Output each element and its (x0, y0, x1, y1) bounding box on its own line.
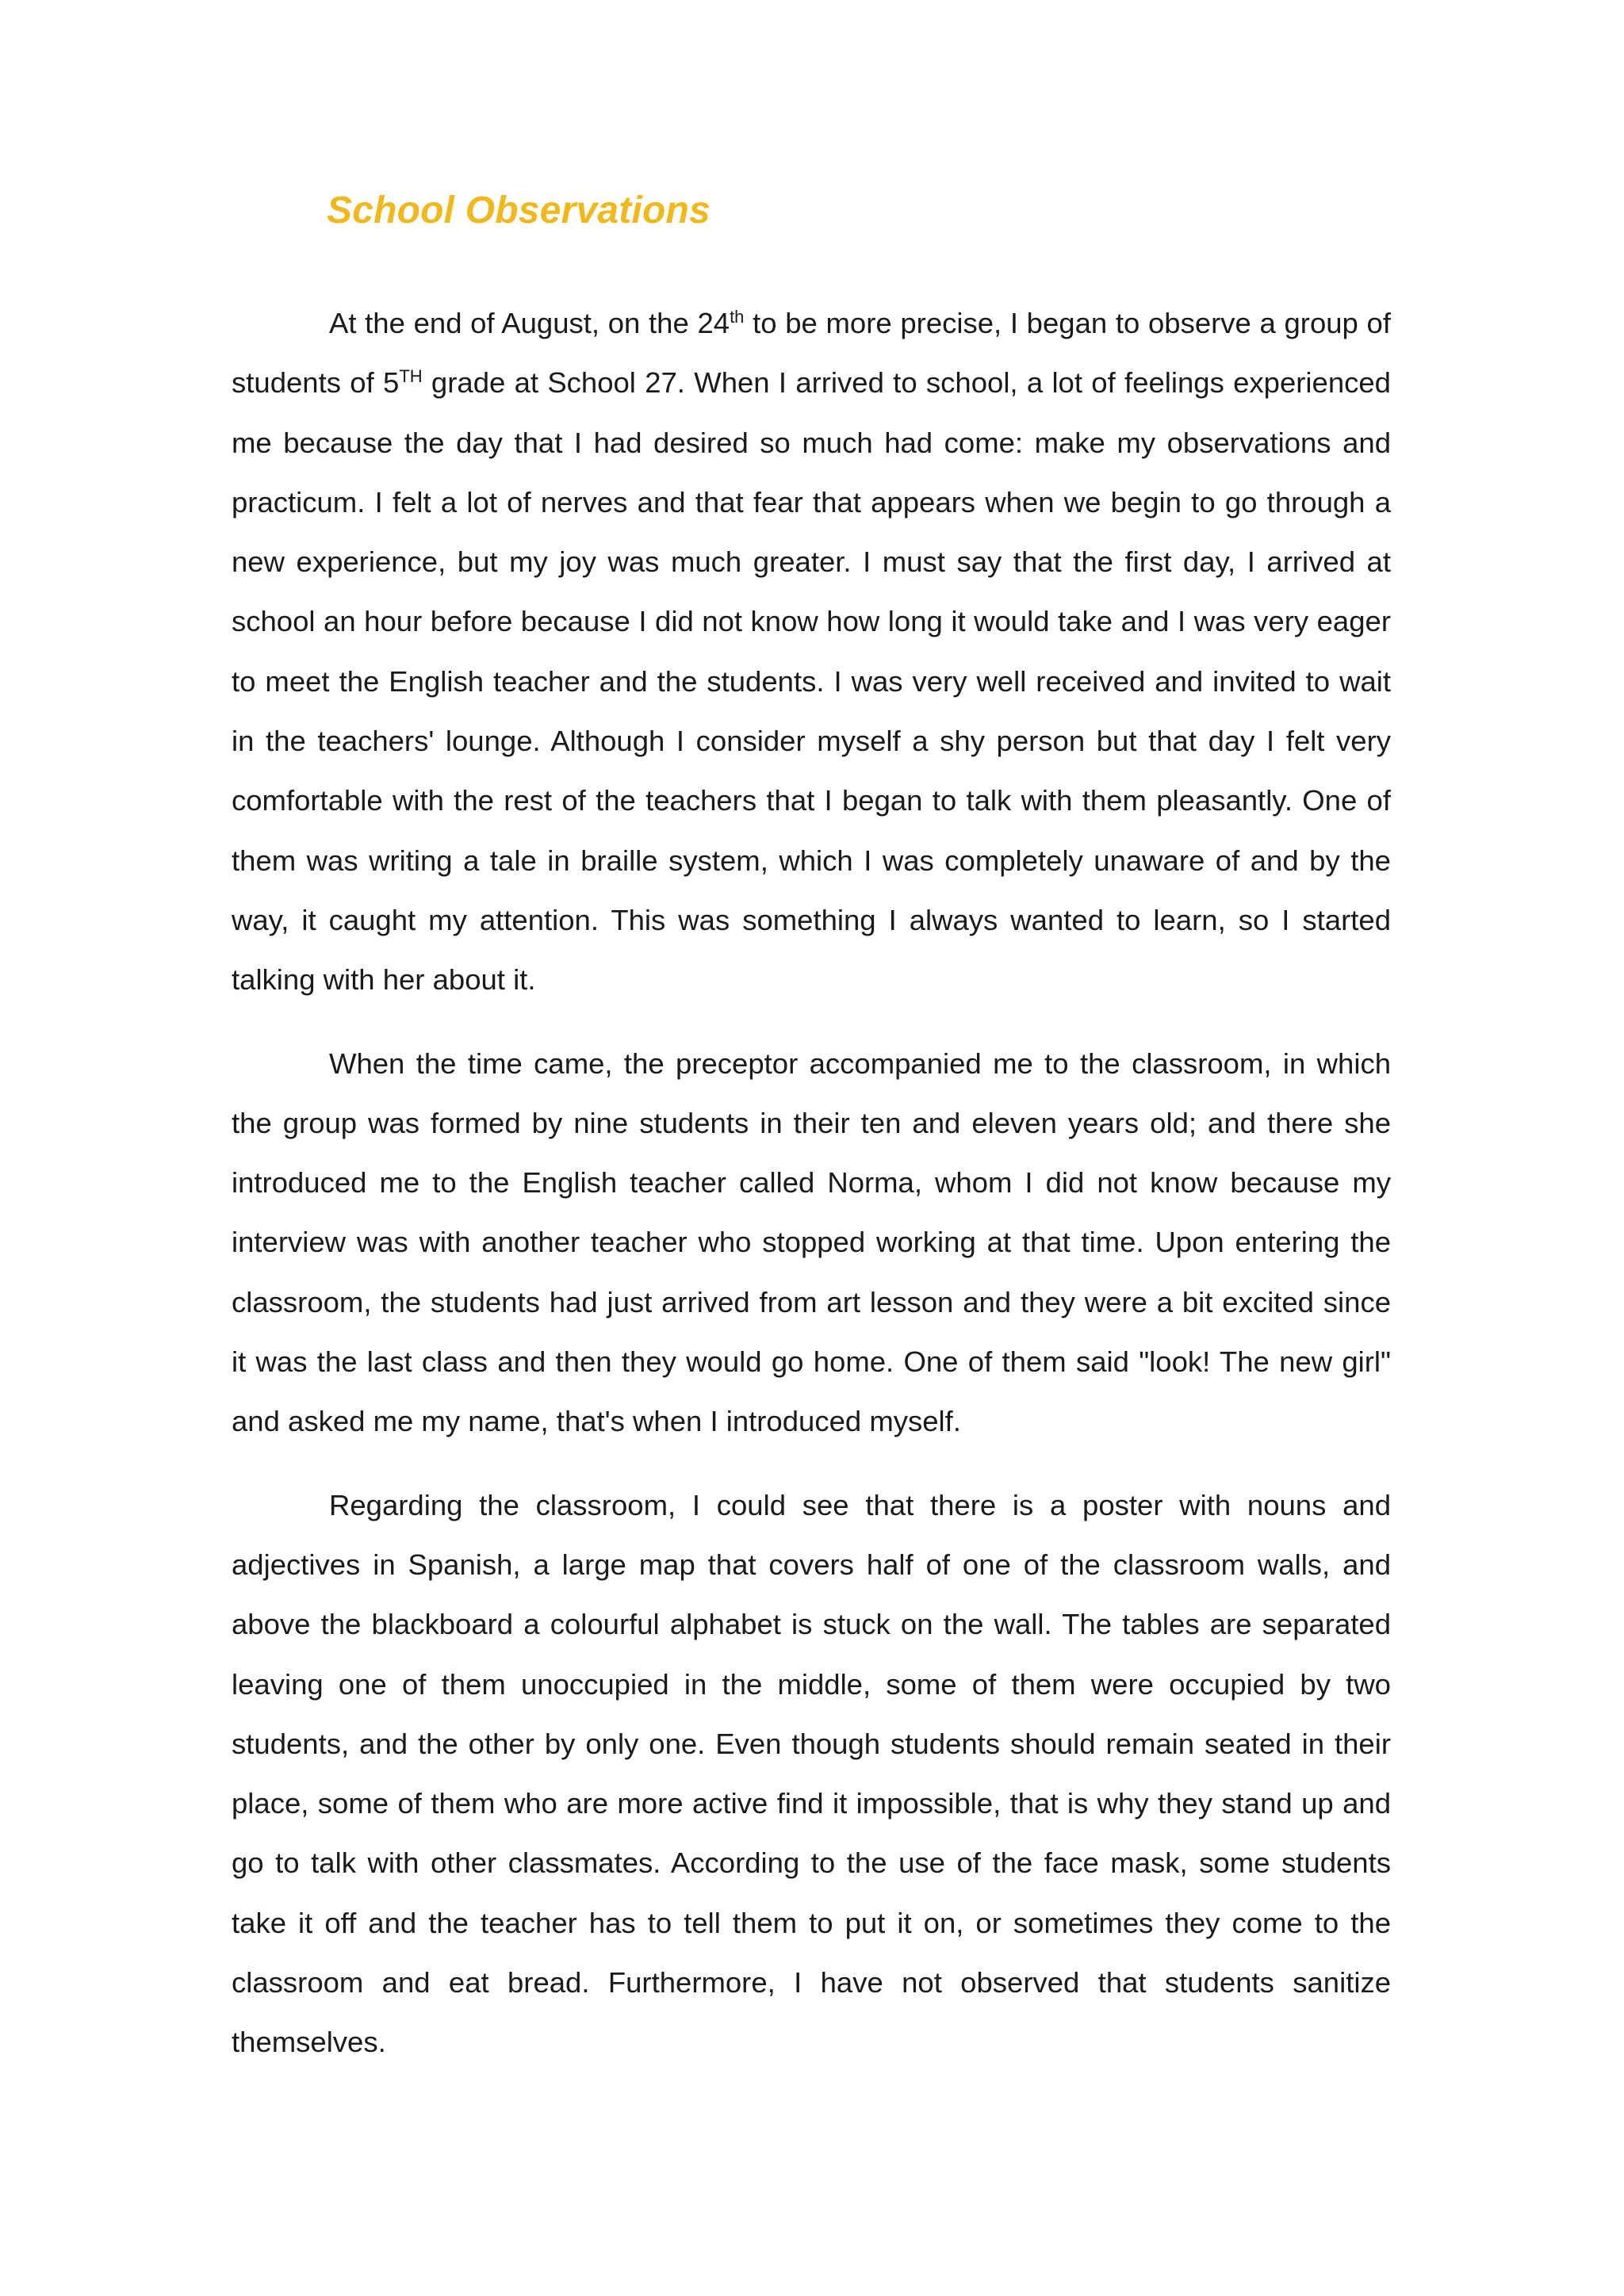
document-title: School Observations (327, 189, 710, 232)
document-body (232, 293, 1391, 2096)
paragraph-1-part-a: At the end of August, on the 24 (329, 307, 730, 339)
superscript-th-upper: TH (399, 366, 423, 387)
paragraph-3: Regarding the classroom, I could see that there is a poster with nouns and adjectives in Spanish, a large map that covers half of one of the classroom walls, and above the blackboard a colourful alphabet is stuck on the wall. The tables are separated leaving one of them unoccupied in the middle, some of them were occupied by two students, and the other by only one. Even though students should remain seated in their place, some of them who are more active find it impossible, that is why they stand up and go to talk with other classmates. According to the use of the face mask, some students take it off and the teacher has to tell them to put it on, or sometimes they come to the classroom and eat bread. Furthermore, I have not observed that students sanitize themselves. (232, 1488, 1391, 2059)
paragraph-2: When the time came, the preceptor accompanied me to the classroom, in which the group was formed by nine students in their ten and eleven years old; and there she introduced me to the English teacher called Norma, whom I did not know because my interview was with another teacher who stopped working at that time. Upon entering the classroom, the students had just arrived from art lesson and they were a bit excited since it was the last class and then they would go home. One of them said "look! The new girl" and asked me my name, that's when I introduced myself. (232, 1047, 1391, 1438)
paragraph-1 (232, 293, 1391, 1010)
paragraph-1-part-c: grade at School 27. When I arrived to school, a lot of feelings experienced me because the day that I had desired so much had come: make my observations and practicum. I felt a lot of nerves and that fear that appears when we begin to go through a new experience, but my joy was much greater. I must say that the first day, I arrived at school an hour before because I did not know how long it would take and I was very eager to meet the English teacher and the students. I was very well received and invited to wait in the teachers' lounge. Although I consider myself a shy person but that day I felt very comfortable with the rest of the teachers that I began to talk with them pleasantly. One of them was writing a tale in braille system, which I was completely unaware of and by the way, it caught my attention. This was something I always wanted to learn, so I started talking with her about it. (232, 366, 1391, 997)
paragraph-1-part-b: to be more precise, I began to observe a group of students of 5 (232, 307, 1391, 400)
superscript-th: th (730, 306, 745, 327)
